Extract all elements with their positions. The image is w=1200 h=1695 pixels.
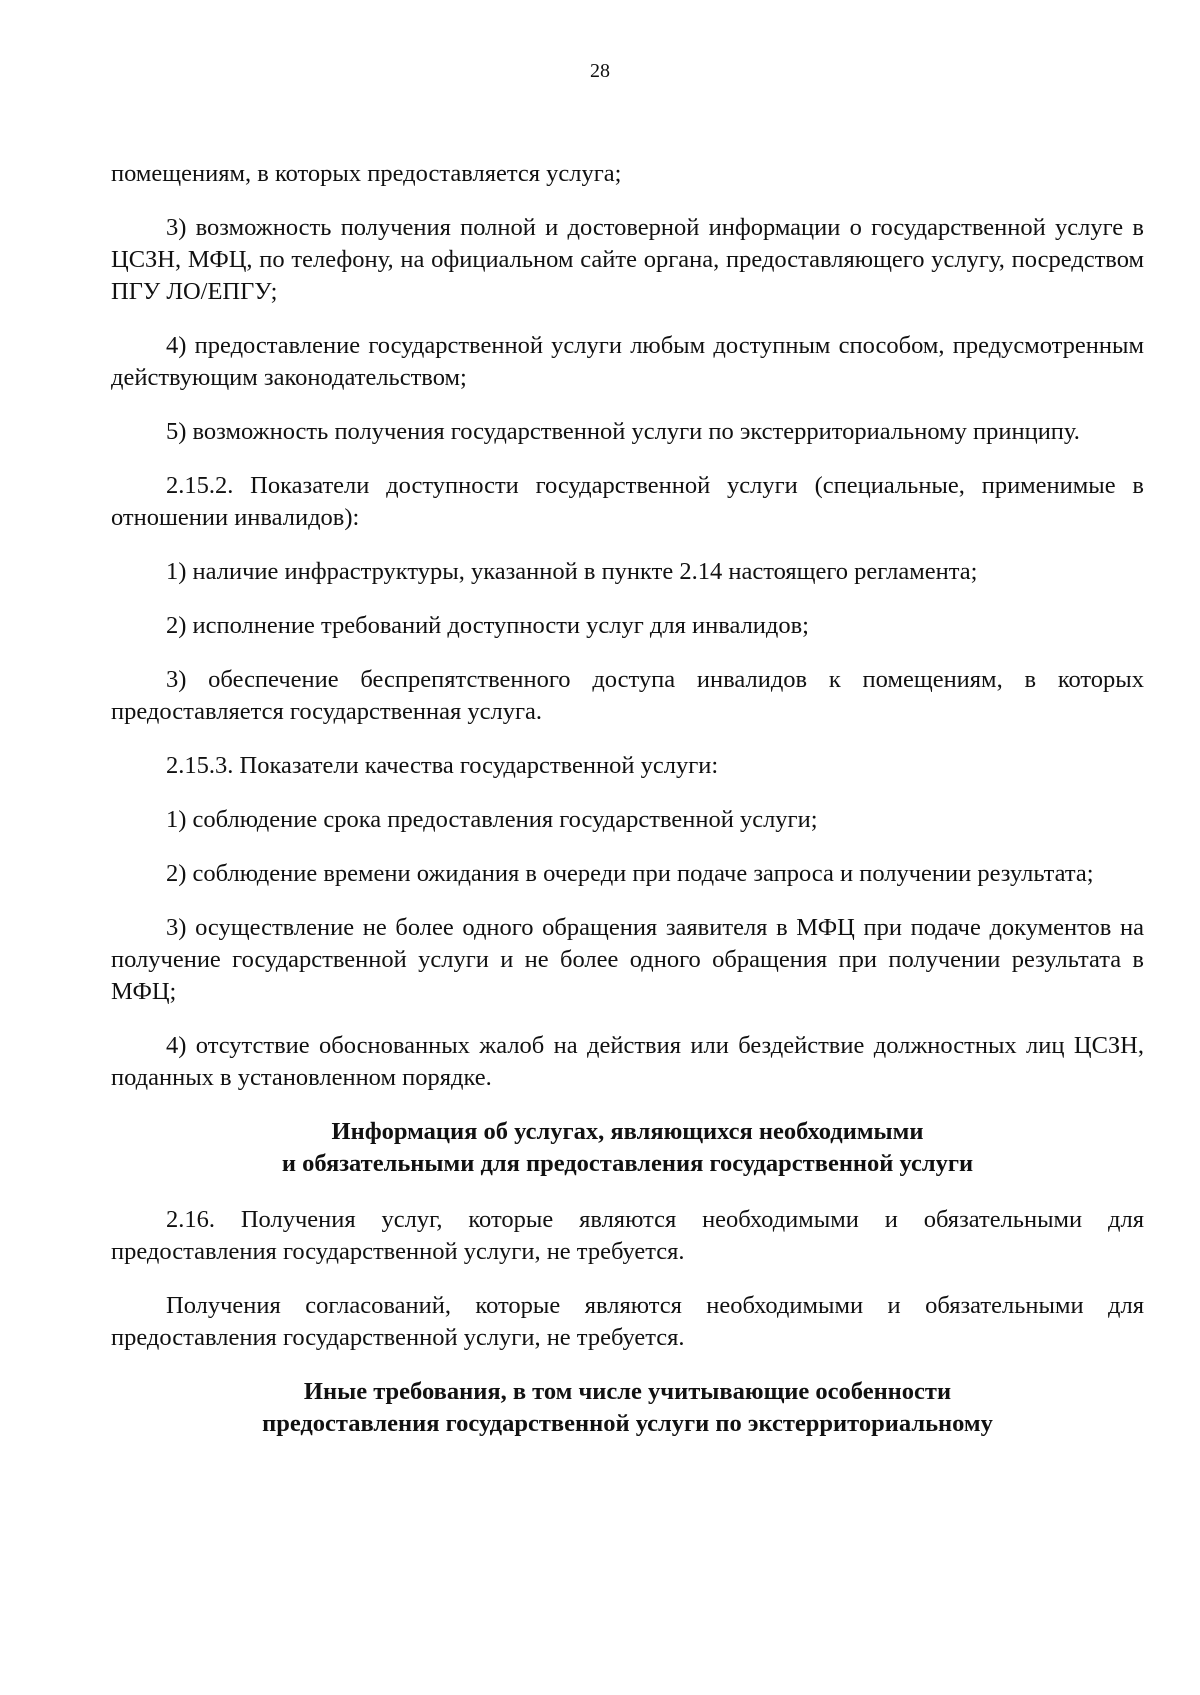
paragraph-2-15-3: 2.15.3. Показатели качества государственной услуги: (166, 752, 719, 779)
heading-line: Иные требования, в том числе учитывающие особенности (303, 1378, 952, 1405)
paragraph-deadline-compliance: 1) соблюдение срока предоставления государственной услуги; (166, 806, 818, 833)
paragraph-continuation: помещениям, в которых предоставляется услуга; (111, 160, 622, 187)
heading-line: предоставления государственной услуги по экстерриториальному (262, 1410, 993, 1437)
paragraph-unimpeded-access: 3) обеспечение беспрепятственного доступа инвалидов к помещениям, в которых предоставляется государственная услуга. (111, 666, 1144, 725)
paragraph-single-visit: 3) осуществление не более одного обращения заявителя в МФЦ при подаче документов на получение государственной услуги и не более одного обращения при получении результата в МФЦ; (111, 914, 1144, 1005)
section-heading-required-services (111, 1116, 1144, 1180)
paragraph-item-4-any-method: 4) предоставление государственной услуги любым доступным способом, предусмотренным действующим законодательством; (111, 332, 1144, 391)
paragraph-infrastructure: 1) наличие инфраструктуры, указанной в пункте 2.14 настоящего регламента; (166, 558, 978, 585)
paragraph-waiting-time: 2) соблюдение времени ожидания в очереди при подаче запроса и получении результата; (166, 860, 1094, 887)
paragraph-2-16: 2.16. Получения услуг, которые являются необходимыми и обязательными для предоставления государственной услуги, не требуется. (111, 1206, 1144, 1265)
paragraph-no-complaints: 4) отсутствие обоснованных жалоб на действия или бездействие должностных лиц ЦСЗН, поданных в установленном порядке. (111, 1032, 1144, 1091)
paragraph-2-15-2: 2.15.2. Показатели доступности государственной услуги (специальные, применимые в отношении инвалидов): (111, 472, 1144, 531)
paragraph-item-3-info: 3) возможность получения полной и достоверной информации о государственной услуге в ЦСЗН, МФЦ, по телефону, на официальном сайте органа, предоставляющего услугу, посредством ПГУ ЛО/ЕПГУ; (111, 214, 1144, 305)
page-content (111, 158, 1144, 1464)
paragraph-item-5-extraterritorial: 5) возможность получения государственной услуги по экстерриториальному принципу. (166, 418, 1080, 445)
section-heading-other-requirements (111, 1376, 1144, 1440)
paragraph-accessibility-requirements: 2) исполнение требований доступности услуг для инвалидов; (166, 612, 809, 639)
heading-line: Информация об услугах, являющихся необходимыми (331, 1118, 924, 1145)
heading-line: и обязательными для предоставления государственной услуги (281, 1150, 974, 1177)
paragraph-approvals: Получения согласований, которые являются необходимыми и обязательными для предоставления государственной услуги, не требуется. (111, 1292, 1144, 1351)
page-number: 28 (590, 60, 610, 82)
